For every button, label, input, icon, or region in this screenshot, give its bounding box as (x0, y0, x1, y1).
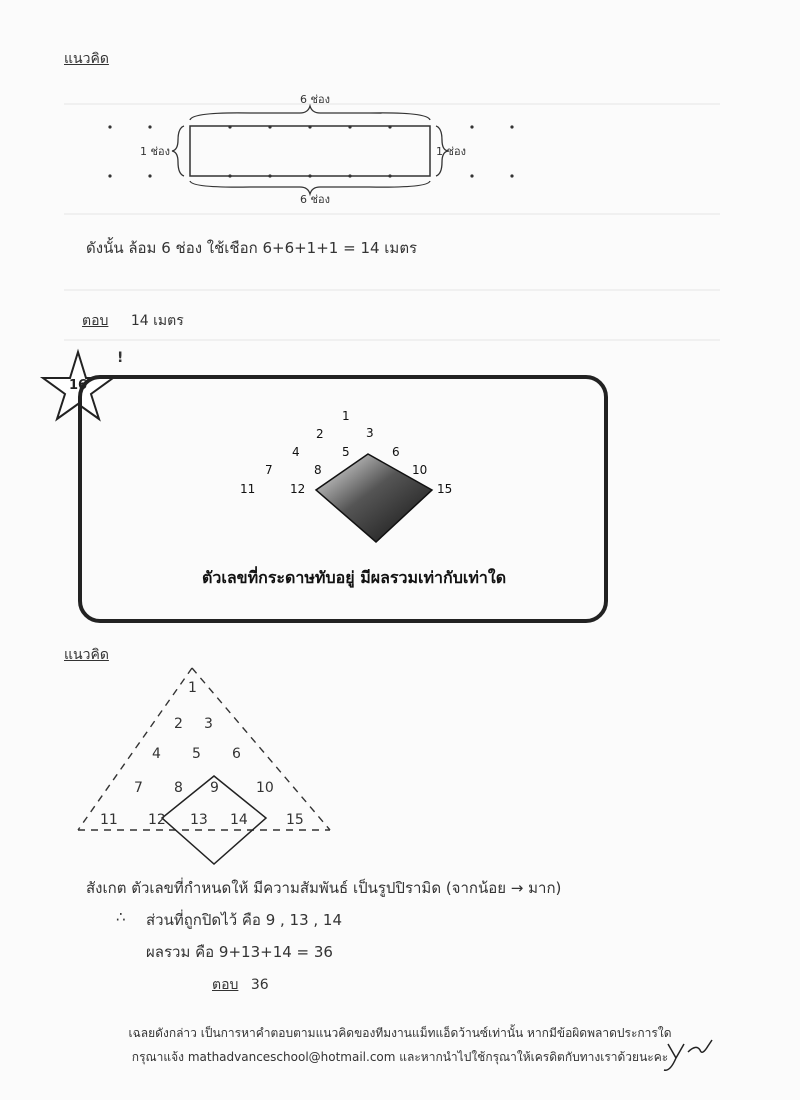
footer-line-2: กรุณาแจ้ง mathadvanceschool@hotmail.com และหากนำไปใช้กรุณาให้เครดิตกับทางเราด้วยนะคะ (131, 1050, 669, 1064)
sum-line: ผลรวม คือ 9+13+14 = 36 (146, 943, 333, 961)
tri-num-2: 2 (174, 716, 183, 732)
label-top: 6 ช่อง (300, 93, 330, 106)
tri-num-6: 6 (232, 746, 241, 762)
tri-num-5: 5 (192, 746, 201, 762)
card-num-5: 5 (342, 445, 350, 459)
tri-num-10: 10 (256, 780, 274, 796)
answer-label: ตอบ (82, 313, 109, 329)
label-left: 1 ช่อง (140, 145, 170, 158)
tri-num-12: 12 (148, 812, 166, 828)
card-num-4: 4 (292, 445, 300, 459)
answer2-label: ตอบ (212, 977, 239, 993)
therefore-symbol: ∴ (116, 908, 126, 926)
tri-num-1: 1 (188, 680, 197, 696)
problem-question: ตัวเลขที่กระดาษทับอยู่ มีผลรวมเท่ากับเท่าใด (202, 568, 507, 587)
card-num-3: 3 (366, 426, 374, 440)
tri-num-3: 3 (204, 716, 213, 732)
card-num-2: 2 (316, 427, 324, 441)
problem-marker: ! (117, 350, 124, 366)
card-num-8: 8 (314, 463, 322, 477)
tri-num-4: 4 (152, 746, 161, 762)
card-num-6: 6 (392, 445, 400, 459)
label-bottom: 6 ช่อง (300, 193, 330, 206)
tri-num-9: 9 (210, 780, 219, 796)
card-num-15: 15 (437, 482, 453, 496)
observation-line: สังเกต ตัวเลขที่กำหนดให้ มีความสัมพันธ์ เป็นรูปปิรามิด (จากน้อย → มาก) (86, 879, 562, 897)
section1-heading: แนวคิด (64, 51, 109, 67)
tri-num-11: 11 (100, 812, 118, 828)
tri-num-14: 14 (230, 812, 248, 828)
conclusion-line: ดังนั้น ล้อม 6 ช่อง ใช้เชือก 6+6+1+1 = 14 เมตร (86, 239, 418, 257)
footer-line-1: เฉลยดังกล่าว เป็นการหาคำตอบตามแนวคิดของทีมงานแม็ทแอ็ดว้านซ์เท่านั้น หากมีข้อผิดพลาดประการใด (128, 1026, 672, 1040)
card-num-1: 1 (342, 409, 350, 423)
card-num-11: 11 (240, 482, 256, 496)
card-num-7: 7 (265, 463, 273, 477)
label-right: 1 ช่อง (436, 145, 466, 158)
card-num-12: 12 (290, 482, 306, 496)
tri-num-8: 8 (174, 780, 183, 796)
answer-value: 14 เมตร (130, 313, 184, 329)
tri-num-13: 13 (190, 812, 208, 828)
section2-heading: แนวคิด (64, 647, 109, 663)
problem-number: 16 (69, 378, 88, 393)
tri-num-15: 15 (286, 812, 304, 828)
answer2-value: 36 (250, 977, 269, 993)
covered-line: ส่วนที่ถูกปิดไว้ คือ 9 , 13 , 14 (146, 911, 343, 929)
tri-num-7: 7 (134, 780, 143, 796)
card-num-10: 10 (412, 463, 428, 477)
